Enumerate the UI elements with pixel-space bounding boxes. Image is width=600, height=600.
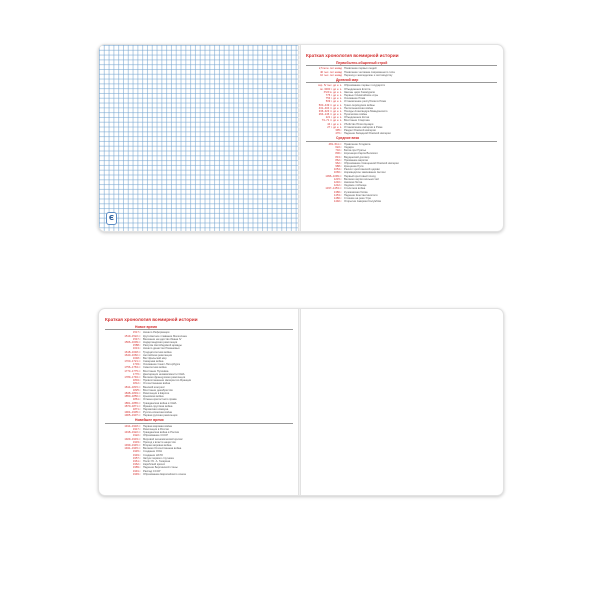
entry-event: Кругосветное плавание Магеллана <box>143 334 187 338</box>
entry-event: Верденский договор <box>344 155 370 159</box>
entry-date: 1871 г. <box>132 407 141 411</box>
entry-event: Невская битва <box>344 181 363 185</box>
entry-date: сер. IV тыс. до н. э. <box>317 84 342 88</box>
entry-event: Переход к земледелию и скотоводству <box>344 73 393 77</box>
entry-date: 1700–1721 гг. <box>124 360 141 364</box>
entry-date: 1773–1775 гг. <box>124 369 141 373</box>
entry-event: Греко-персидские войны <box>344 103 375 107</box>
entry-event: Основание Рима <box>344 97 366 101</box>
entry-event: Приход к власти нацистов <box>143 440 176 444</box>
entry-event: Крещение Руси <box>344 165 364 169</box>
entry-event: Падение Константинополя <box>344 193 378 197</box>
entry-date: 1949 г. <box>132 453 141 457</box>
entry-date: 1870–1871 гг. <box>124 404 141 408</box>
entry-date: 1812 г. <box>132 382 141 386</box>
entry-date: 1640–1660 гг. <box>124 353 141 357</box>
entry-date: 1861–1865 гг. <box>124 401 141 405</box>
entry-event: Вторая мировая война <box>143 444 172 447</box>
grid-page <box>99 45 299 231</box>
section-heading: Средние века <box>306 136 497 141</box>
entry-event: Первая русская революция <box>143 414 178 418</box>
entry-date: 1961 г. <box>132 459 141 463</box>
entry-event: Восстание Пугачёва <box>143 369 169 373</box>
entry-date: 476 г. <box>335 132 342 136</box>
entry-event: Северная война <box>143 360 164 364</box>
entry-event: Образование Европейского союза <box>143 472 186 476</box>
entry-date: 1453 г. <box>333 193 342 197</box>
entry-event: Нидерландская революция <box>143 340 178 344</box>
entry-date: 481–511 гг. <box>328 142 342 146</box>
entry-event: Походы Александра Македонского <box>344 109 388 113</box>
entry-event: Восстание Спартака <box>344 119 370 123</box>
entry-date: 862 г. <box>335 158 342 162</box>
entry-event: Убийство Юлия Цезаря <box>344 122 374 126</box>
entry-event: Образование первых государств <box>344 84 385 88</box>
entry-date: 1957 г. <box>132 456 141 460</box>
entry-event: Крымская война <box>143 395 164 399</box>
entry-event: Объединение Египта <box>344 87 371 91</box>
entry-event: Первые Олимпийские игры <box>344 93 379 97</box>
entry-date: 1054 г. <box>333 168 342 172</box>
entry-date: XVIII в. до н. э. <box>323 90 342 94</box>
entry-date: 1922 г. <box>132 434 141 438</box>
entry-event: Пунические войны <box>344 113 368 117</box>
entry-event: Образование СССР <box>143 434 169 438</box>
entry-event: Начало династии Романовых <box>143 347 180 351</box>
entry-event: Венчание на царство Ивана IV <box>143 337 182 341</box>
entry-date: 1905–1907 гг. <box>124 414 141 418</box>
entry-date: 1853–1856 гг. <box>124 395 141 399</box>
entry-event: Стояние на реке Угре <box>344 196 372 200</box>
entry-date: 1648 г. <box>132 356 141 360</box>
entry-event: Пелопоннесская война <box>344 106 373 110</box>
timeline-entry <box>306 74 497 77</box>
entry-date: 500–449 гг. до н. э. <box>318 103 342 107</box>
section-heading: Новейшее время <box>105 418 293 423</box>
entry-date: 1519–1522 гг. <box>124 334 141 338</box>
entry-date: 1989 г. <box>132 466 141 470</box>
entry-date: 1337–1453 гг. <box>325 187 342 191</box>
entry-event: Раскол христианской церкви <box>344 168 380 172</box>
blank-page <box>300 309 503 495</box>
page-title: Краткая хронология всемирной истории <box>105 317 198 322</box>
entry-date: 1914–1918 гг. <box>124 424 141 428</box>
entry-event: Коронация Карла Великого <box>344 152 378 156</box>
section-heading: Новое время <box>105 325 293 330</box>
entry-event: Революция в России <box>143 428 169 432</box>
timeline-entry <box>306 200 497 203</box>
entry-date: 732 г. <box>335 149 342 153</box>
logo-icon: Є <box>106 212 117 225</box>
entry-date: 10 тыс. лет назад <box>320 73 342 77</box>
entry-event: Отмена крепостного права <box>143 398 177 402</box>
entry-date: 1933 г. <box>132 440 141 444</box>
entry-event: Полёт Ю. А. Гагарина <box>143 459 171 463</box>
entry-date: 1918–1922 гг. <box>124 431 141 435</box>
section-heading: Первобытно-общинный строй <box>306 61 497 66</box>
entry-date: 44 г. до н. э. <box>327 122 342 126</box>
entry-date: 395 г. <box>335 129 342 132</box>
entry-event: Мировой экономический кризис <box>143 437 183 441</box>
entry-date: 73–71 гг. до н. э. <box>321 119 342 123</box>
entry-event: Тридцатилетняя война <box>143 350 172 354</box>
entry-date: 1993 г. <box>132 472 141 476</box>
entry-event: Русско-японская война <box>143 411 172 415</box>
entry-date: 1215 г. <box>333 177 342 181</box>
entry-date: 1825 г. <box>132 388 141 392</box>
entry-date: 1962 г. <box>132 463 141 467</box>
entry-date: 1929–1933 гг. <box>124 437 141 441</box>
entry-date: 2,5 млн. лет назад <box>318 67 342 71</box>
entry-date: 1240 г. <box>333 181 342 185</box>
entry-event: Гражданская война в России <box>143 431 180 435</box>
entry-event: Запуск первого спутника <box>143 456 174 460</box>
entry-date: 27 г. до н. э. <box>327 125 342 129</box>
entry-date: 1776 г. <box>132 372 141 376</box>
entry-event: Отечественная война <box>143 382 171 386</box>
entry-date: 1066 г. <box>333 171 342 175</box>
page-title: Краткая хронология всемирной истории <box>306 53 399 58</box>
entry-date: 1566–1609 гг. <box>124 340 141 344</box>
entry-date: 1618–1648 гг. <box>124 350 141 354</box>
notebook-spread-top <box>98 44 504 232</box>
entry-event: Призвание варягов <box>344 158 368 162</box>
entry-date: 431–404 гг. до н. э. <box>318 106 342 110</box>
entry-event: Открытие Америки Колумбом <box>344 200 382 204</box>
entry-event: Раздел Римской империи <box>344 129 376 132</box>
entry-date: 776 г. до н. э. <box>325 93 342 97</box>
chronology-page <box>99 309 299 495</box>
entry-event: Франко-прусская война <box>143 404 173 408</box>
entry-date: 1789–1794 гг. <box>124 376 141 380</box>
entry-date: 1613 г. <box>132 347 141 351</box>
entry-event: Декларация независимости США <box>143 372 185 376</box>
entry-event: Великая хартия вольностей <box>344 177 379 181</box>
entry-event: Появление первых людей <box>344 67 377 71</box>
entry-event: Объединение Китая <box>344 116 370 120</box>
entry-date: 800 г. <box>335 152 342 156</box>
entry-date: 753 г. до н. э. <box>325 97 342 101</box>
entry-event: Битва при Пуатье <box>344 149 367 153</box>
entry-date: 988 г. <box>335 165 342 169</box>
entry-date: 962 г. <box>335 161 342 165</box>
entry-event: Разгром Непобедимой армады <box>143 344 182 348</box>
entry-date: 1492 г. <box>333 200 342 204</box>
entry-event: Карибский кризис <box>143 463 166 467</box>
entry-event: Великая Отечественная война <box>143 447 182 451</box>
section-heading: Древний мир <box>306 78 497 83</box>
entry-date: 1804 г. <box>132 379 141 383</box>
entry-event: Падение Берлинской стены <box>143 466 178 470</box>
entry-date: 1939–1945 гг. <box>124 444 141 447</box>
entry-event: Образование Священной Римской империи <box>344 161 399 165</box>
entry-event: Восстание декабристов <box>143 388 173 392</box>
entry-date: 1814–1815 гг. <box>124 385 141 389</box>
entry-event: Основание Санкт-Петербурга <box>143 363 181 367</box>
entry-date: 1242 г. <box>333 184 342 188</box>
entry-event: Законы царя Хаммурапи <box>344 90 375 94</box>
entry-date: 1991 г. <box>132 469 141 473</box>
entry-date: 264–146 гг. до н. э. <box>318 113 342 117</box>
entry-event: Революции в Европе <box>143 391 170 395</box>
entry-date: 1480 г. <box>333 196 342 200</box>
entry-date: 40 тыс. лет назад <box>320 70 342 74</box>
entry-event: Падение Западной Римской империи <box>344 132 391 136</box>
entry-date: 1945 г. <box>132 450 141 454</box>
entry-date: 1756–1763 гг. <box>124 366 141 370</box>
entry-date: 1861 г. <box>132 398 141 402</box>
entry-event: Вестфальский мир <box>143 356 167 360</box>
entry-date: 1547 г. <box>132 337 141 341</box>
entry-event: Семилетняя война <box>143 366 167 370</box>
entry-event: Начало Реформации <box>143 331 170 335</box>
entry-event: Столетняя война <box>344 187 366 191</box>
timeline-entry <box>105 414 293 417</box>
entry-date: 1904–1905 гг. <box>124 411 141 415</box>
entry-event: Первый крестовый поход <box>344 174 376 178</box>
entry-date: 336–323 гг. до н. э. <box>318 109 342 113</box>
entry-event: Ледовое побоище <box>344 184 367 188</box>
entry-event: Первая мировая война <box>143 424 172 428</box>
entry-event: Английская революция <box>143 353 172 357</box>
entry-date: 509 г. до н. э. <box>325 100 342 104</box>
entry-event: Создание НАТО <box>143 453 164 457</box>
entry-date: 1848–1849 гг. <box>124 391 141 395</box>
entry-date: ок. 3000 г. до н. э. <box>320 87 342 91</box>
entry-event: Установление империи в Риме <box>344 125 383 129</box>
entry-date: 221 г. до н. э. <box>325 116 342 120</box>
entry-event: Правление Хлодвига <box>344 142 371 146</box>
entry-event: Парижская коммуна <box>143 407 169 411</box>
timeline-entry <box>306 132 497 135</box>
notebook-spread-bottom <box>98 308 504 496</box>
entry-date: 1588 г. <box>132 344 141 348</box>
chronology-list <box>306 61 497 203</box>
entry-event: Провозглашение империи во Франции <box>143 379 192 383</box>
entry-event: Установление республики в Риме <box>344 100 387 104</box>
entry-event: Гражданская война в США <box>143 401 177 405</box>
entry-event: Венский конгресс <box>143 385 165 389</box>
entry-event: Создание ООН <box>143 450 162 454</box>
entry-event: Появление человека современного типа <box>344 70 395 74</box>
entry-date: 622 г. <box>335 145 342 149</box>
entry-date: 1941–1945 гг. <box>124 447 141 451</box>
entry-event: Куликовская битва <box>344 190 368 194</box>
entry-date: 1096–1099 гг. <box>325 174 342 178</box>
entry-date: 843 г. <box>335 155 342 159</box>
chronology-page <box>300 45 503 231</box>
entry-date: 1517 г. <box>132 331 141 335</box>
entry-event: Распад СССР <box>143 469 161 473</box>
entry-event: Хиджра <box>344 145 354 149</box>
entry-date: 1917 г. <box>132 428 141 432</box>
entry-event: Нормандское завоевание Англии <box>344 171 386 175</box>
timeline-entry <box>105 473 293 476</box>
entry-date: 1703 г. <box>132 363 141 367</box>
chronology-list <box>105 325 293 476</box>
entry-date: 1380 г. <box>333 190 342 194</box>
entry-event: Великая французская революция <box>143 376 186 380</box>
